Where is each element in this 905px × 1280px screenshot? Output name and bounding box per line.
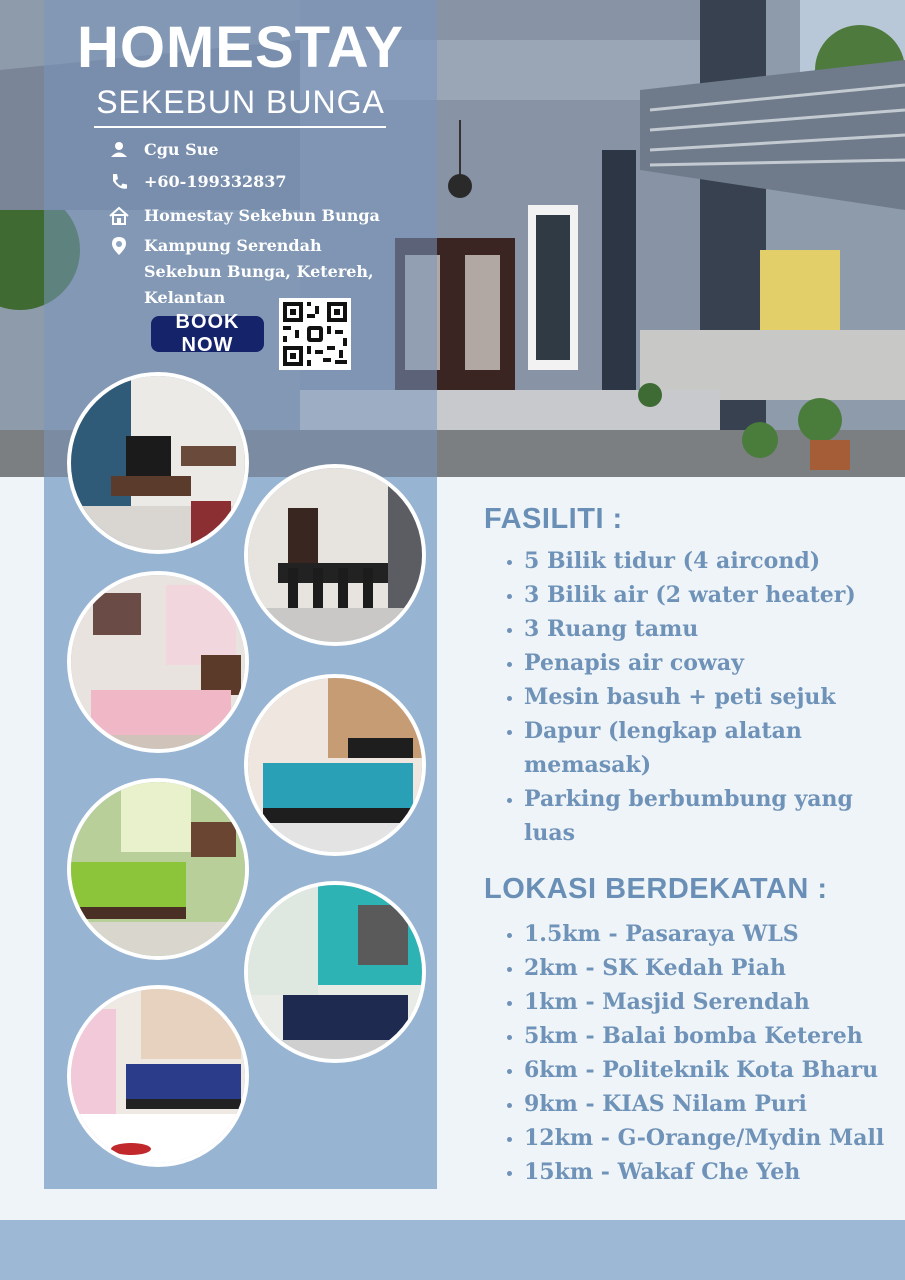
list-item: • 5 Bilik tidur (4 aircond) [524,544,904,578]
list-item: • Dapur (lengkap alatan memasak) [524,714,904,782]
list-item: • Parking berbumbung yang luas [524,782,904,850]
list-item: • 5km - Balai bomba Ketereh [524,1019,904,1053]
phone-icon [108,171,130,193]
room-photo-living [67,372,249,554]
list-item: • 2km - SK Kedah Piah [524,951,904,985]
list-item: • 1km - Masjid Serendah [524,985,904,1019]
page-title: HOMESTAY [76,15,405,80]
room-photo-bedroom-4 [244,881,426,1063]
room-photo-dining [244,464,426,646]
nearby-list [500,917,904,1189]
contact-phone-row [108,169,287,195]
contact-phone: +60-199332837 [144,172,287,191]
room-photo-bedroom-5 [67,985,249,1167]
page-subtitle: SEKEBUN BUNGA [96,84,385,120]
title-divider [94,126,386,128]
list-item: • 3 Bilik air (2 water heater) [524,578,904,612]
room-photo-bedroom-3 [67,778,249,960]
qr-code[interactable] [279,298,351,370]
list-item: • 1.5km - Pasaraya WLS [524,917,904,951]
contact-name-row [108,137,219,163]
facilities-heading: FASILITI : [484,503,623,535]
list-item: • 15km - Wakaf Che Yeh [524,1155,904,1189]
location-pin-icon [108,235,130,257]
footer-band [0,1220,905,1280]
nearby-heading: LOKASI BERDEKATAN : [484,873,828,905]
book-now-button[interactable]: BOOK NOW [151,316,264,352]
person-icon [108,139,130,161]
room-photo-bedroom-1 [67,571,249,753]
contact-business-row [108,203,380,229]
list-item: • 9km - KIAS Nilam Puri [524,1087,904,1121]
contact-business: Homestay Sekebun Bunga [144,206,380,225]
house-icon [108,205,130,227]
list-item: • Mesin basuh + peti sejuk [524,680,904,714]
contact-address: Kampung Serendah Sekebun Bunga, Ketereh, Kelantan [144,236,374,307]
contact-name: Cgu Sue [144,140,219,159]
list-item: • Penapis air coway [524,646,904,680]
room-photo-bedroom-2 [244,674,426,856]
list-item: • 6km - Politeknik Kota Bharu [524,1053,904,1087]
facilities-list [500,544,904,850]
list-item: • 12km - G-Orange/Mydin Mall [524,1121,904,1155]
list-item: • 3 Ruang tamu [524,612,904,646]
